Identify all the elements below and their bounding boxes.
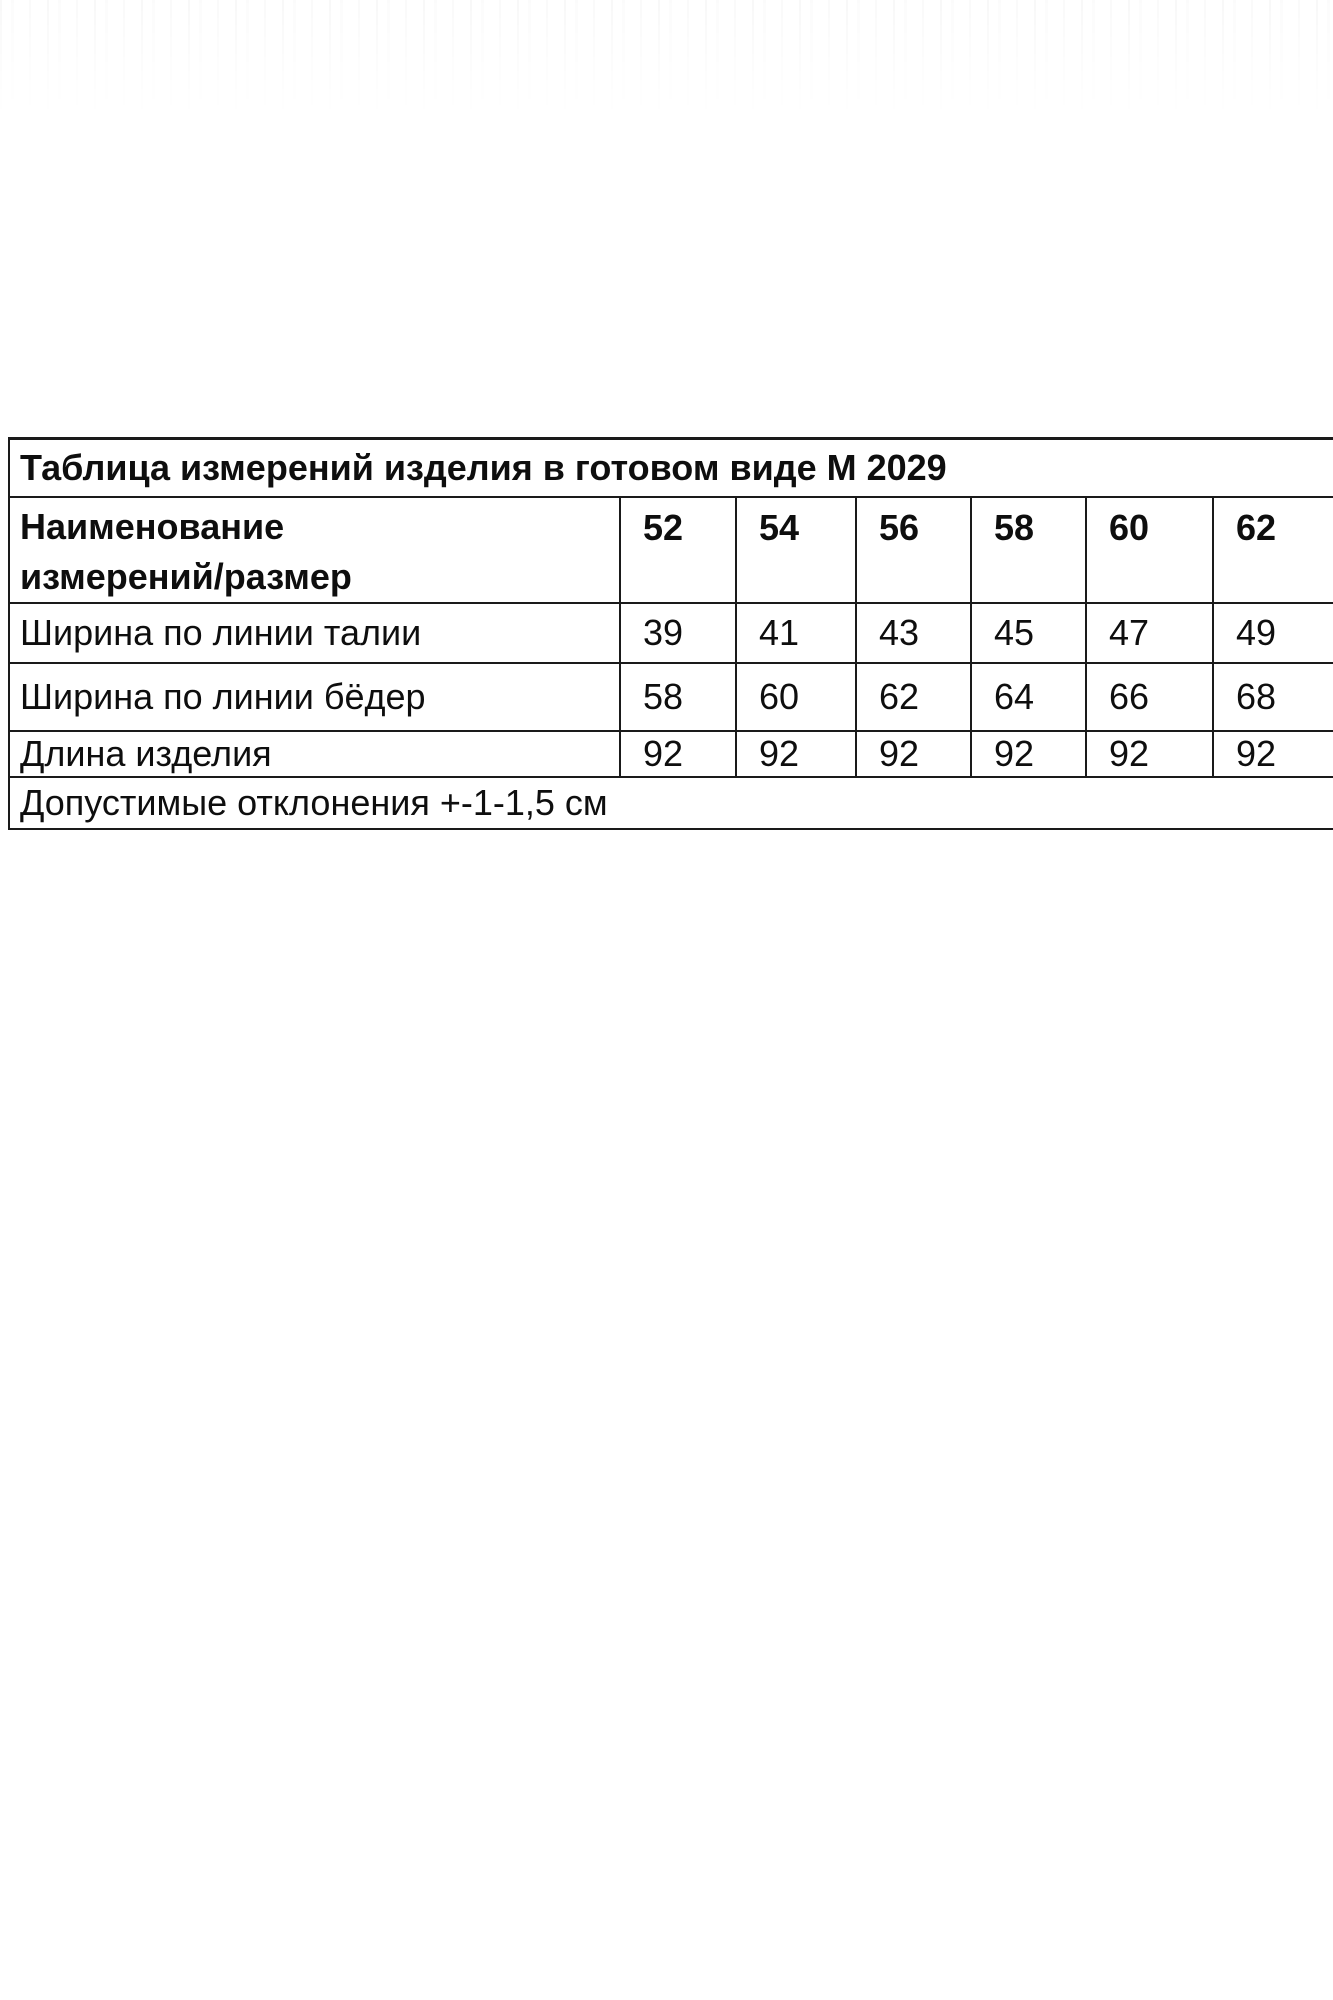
value-cell: 41 — [736, 603, 856, 663]
row-label: Ширина по линии талии — [9, 603, 620, 663]
value-cell: 58 — [620, 663, 736, 731]
table-header-row — [9, 497, 1333, 603]
value-cell: 92 — [736, 731, 856, 777]
value-cell: 68 — [1213, 663, 1333, 731]
table-row-waist-width — [9, 603, 1333, 663]
table-row-hip-width — [9, 663, 1333, 731]
value-cell: 92 — [1086, 731, 1213, 777]
value-cell: 92 — [971, 731, 1086, 777]
value-cell: 45 — [971, 603, 1086, 663]
table-title: Таблица измерений изделия в готовом виде М 2029 — [9, 439, 1333, 498]
header-name-cell — [9, 497, 620, 603]
value-cell: 49 — [1213, 603, 1333, 663]
header-name-line2: измерений/размер — [20, 555, 352, 597]
row-label: Длина изделия — [9, 731, 620, 777]
table-row-item-length — [9, 731, 1333, 777]
value-cell: 92 — [1213, 731, 1333, 777]
size-header-56: 56 — [856, 497, 971, 603]
value-cell: 64 — [971, 663, 1086, 731]
size-header-58: 58 — [971, 497, 1086, 603]
row-label: Ширина по линии бёдер — [9, 663, 620, 731]
value-cell: 60 — [736, 663, 856, 731]
size-header-62: 62 — [1213, 497, 1333, 603]
size-header-54: 54 — [736, 497, 856, 603]
measurement-table — [8, 437, 1333, 830]
table-title-row — [9, 439, 1333, 498]
value-cell: 47 — [1086, 603, 1213, 663]
tolerance-note: Допустимые отклонения +-1-1,5 см — [9, 777, 1333, 829]
value-cell: 39 — [620, 603, 736, 663]
value-cell: 62 — [856, 663, 971, 731]
size-header-52: 52 — [620, 497, 736, 603]
faded-photo-artifact-band — [0, 0, 1333, 118]
table-footer-row — [9, 777, 1333, 829]
value-cell: 92 — [620, 731, 736, 777]
size-header-60: 60 — [1086, 497, 1213, 603]
header-name-line1: Наименование — [20, 506, 285, 547]
value-cell: 43 — [856, 603, 971, 663]
value-cell: 92 — [856, 731, 971, 777]
value-cell: 66 — [1086, 663, 1213, 731]
